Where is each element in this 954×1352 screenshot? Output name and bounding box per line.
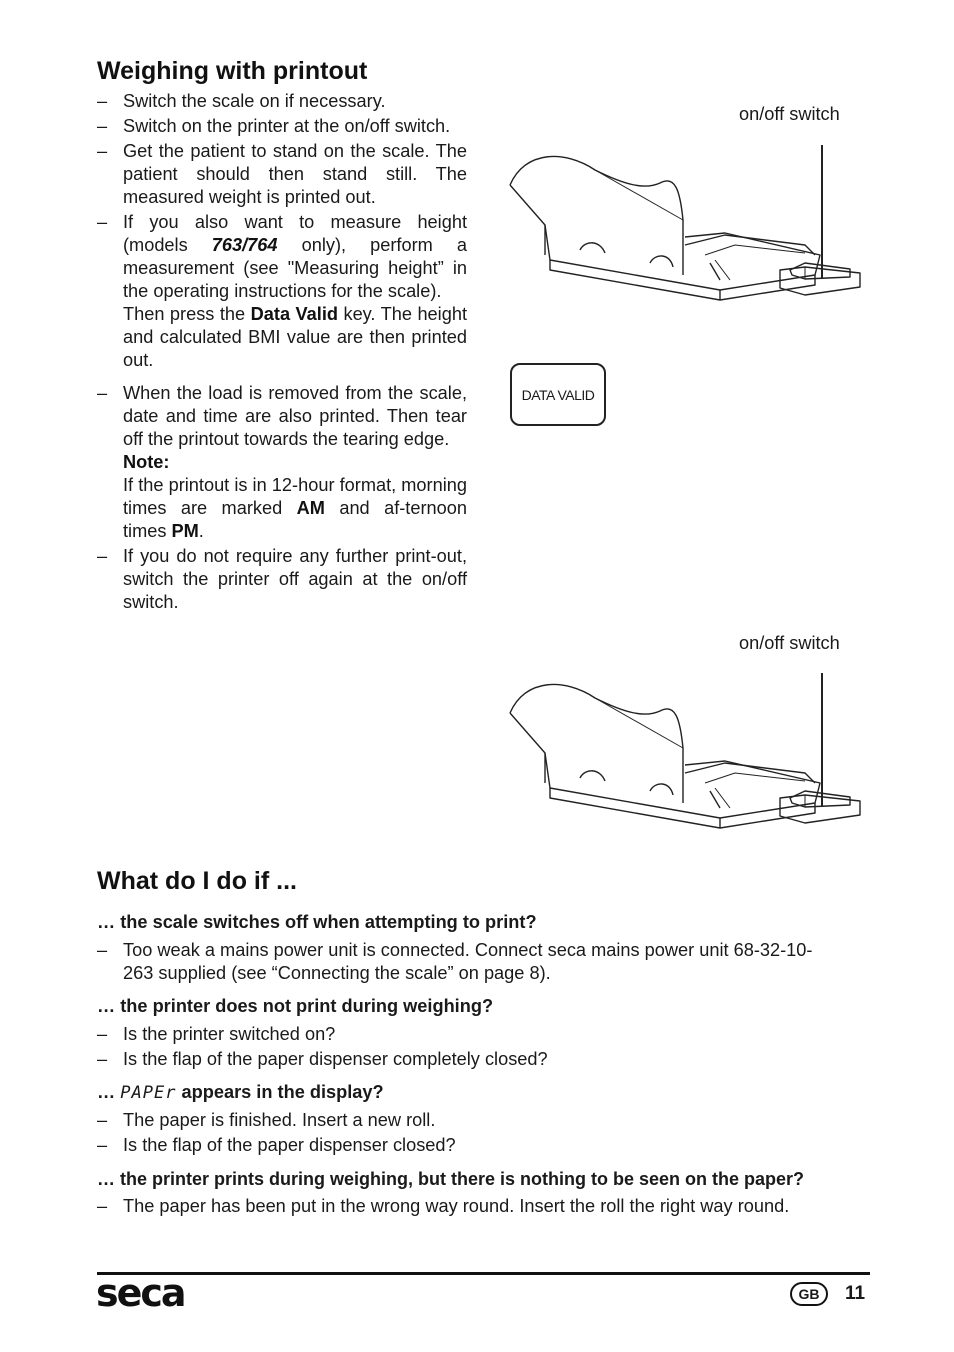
weighing-steps: [97, 90, 467, 614]
list-item: – Is the flap of the paper dispenser completely closed?: [97, 1049, 548, 1069]
list-item-height: – If you also want to measure height (models 763/764 only), perform a measurement (see "Measuring height” in the operating instructions for the scale). Then press the Data Valid key. The height and calculated BMI value are then printed out.: [97, 212, 467, 370]
printer-illustration-top: [505, 145, 870, 305]
page-number: 11: [845, 1283, 866, 1304]
data-valid-key: [510, 363, 606, 426]
list-item: – The paper is finished. Insert a new roll.: [97, 1110, 436, 1130]
footer-rule: [97, 1272, 870, 1275]
list-item: – Switch the scale on if necessary.: [97, 91, 386, 111]
list-item: – Is the printer switched on?: [97, 1024, 336, 1044]
list-item: – The paper has been put in the wrong way round. Insert the roll the right way round.: [97, 1196, 790, 1216]
caption-on-off-switch-bottom: on/off switch: [739, 633, 840, 653]
answers-2: [97, 1023, 857, 1071]
question-2: … the printer does not print during weighing?: [97, 996, 494, 1016]
question-3: … PAPEr appears in the display?: [97, 1082, 384, 1103]
list-item: – Get the patient to stand on the scale. The patient should then stand still. The measured weight is printed out.: [97, 141, 467, 207]
list-item-load: – When the load is removed from the scale, date and time are also printed. Then tear off the printout towards the tearing edge. Note: If the printout is in 12-hour format, morning times are marked AM and af-ternoon times PM.: [97, 383, 467, 541]
answers-1: [97, 939, 817, 985]
seca-logo: seca: [96, 1271, 185, 1315]
language-badge: GB: [790, 1282, 828, 1306]
question-4: … the printer prints during weighing, but there is nothing to be seen on the paper?: [97, 1169, 805, 1189]
list-item: – Switch on the printer at the on/off switch.: [97, 116, 451, 136]
list-item: – Is the flap of the paper dispenser closed?: [97, 1135, 456, 1155]
caption-on-off-switch-top: on/off switch: [739, 104, 840, 124]
answers-4: [97, 1195, 877, 1218]
note-label: Note:: [123, 452, 170, 472]
list-item: – If you do not require any further print-out, switch the printer off again at the on/off switch.: [97, 546, 467, 612]
list-item: – Too weak a mains power unit is connected. Connect seca mains power unit 68-32-10-263 supplied (see “Connecting the scale” on page 8).: [97, 940, 813, 983]
question-1: … the scale switches off when attempting to print?: [97, 912, 537, 932]
section-title-troubleshooting: What do I do if ...: [97, 867, 297, 895]
key-label: DATA VALID: [521, 386, 595, 403]
printer-illustration-bottom: [505, 673, 870, 833]
section-title-weighing: Weighing with printout: [97, 57, 368, 85]
display-text-paper: PAPEr: [120, 1083, 177, 1103]
answers-3: [97, 1109, 857, 1157]
